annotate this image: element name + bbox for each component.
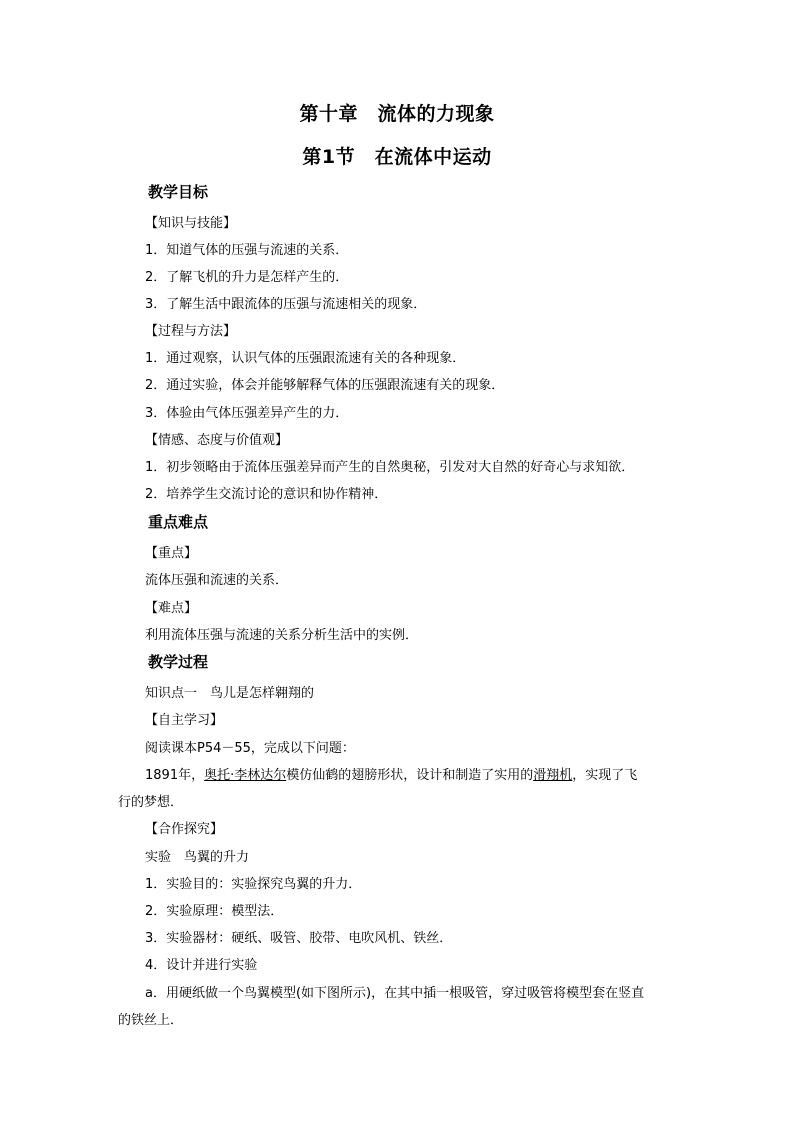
knowledge-item-3: 3．了解生活中跟流体的压强与流速相关的现象． [145, 297, 427, 312]
emotion-item-1: 1．初步领略由于流体压强差异而产生的自然奥秘，引发对大自然的好奇心与求知欲． [145, 460, 635, 475]
history-middle: 模仿仙鹤的翅膀形状，设计和制造了实用的 [286, 768, 534, 783]
step-1: 1．实验目的：实验探究鸟翼的升力． [145, 877, 362, 892]
chapter-title: 第十章 流体的力现象 [299, 103, 495, 125]
goals-heading: 教学目标 [148, 183, 209, 201]
process-item-1: 1．通过观察，认识气体的压强跟流速有关的各种现象． [145, 351, 466, 366]
process-item-2: 2．通过实验，体会并能够解释气体的压强跟流速有关的现象． [145, 378, 505, 393]
knowledge-point-1: 知识点一 鸟儿是怎样翱翔的 [145, 686, 315, 701]
process-item-3: 3．体验由气体压强差异产生的力． [145, 406, 349, 421]
section-title: 第1节 在流体中运动 [302, 146, 492, 168]
history-line-cont: 行的梦想． [118, 795, 184, 810]
process-label: 【过程与方法】 [145, 324, 237, 339]
difficulty-text: 利用流体压强与流速的关系分析生活中的实例． [145, 628, 419, 643]
history-line [145, 764, 637, 783]
step-a: a．用硬纸做一个鸟翼模型(如下图所示)，在其中插一根吸管，穿过吸管将模型套在竖直 [145, 986, 645, 1001]
read-instruction: 阅读课本P54－55，完成以下问题： [145, 741, 355, 756]
step-2: 2．实验原理：模型法． [145, 904, 284, 919]
process-heading: 教学过程 [148, 653, 209, 671]
emotion-item-2: 2．培养学生交流讨论的意识和协作精神． [145, 487, 388, 502]
history-object: 滑翔机 [533, 768, 573, 783]
history-suffix: ，实现了飞 [572, 768, 638, 783]
step-a-cont: 的铁丝上． [118, 1013, 184, 1028]
emotion-label: 【情感、态度与价值观】 [145, 433, 289, 448]
key-label: 【重点】 [145, 546, 198, 561]
step-3: 3．实验器材：硬纸、吸管、胶带、电吹风机、铁丝． [145, 931, 453, 946]
knowledge-item-2: 2．了解飞机的升力是怎样产生的． [145, 270, 349, 285]
coop-label: 【合作探究】 [145, 822, 224, 837]
history-prefix: 1891年， [145, 768, 205, 783]
knowledge-item-1: 1．知道气体的压强与流速的关系． [145, 243, 349, 258]
history-person: 奥托·李林达尔 [204, 768, 287, 783]
key-text: 流体压强和流速的关系． [145, 573, 289, 588]
key-points-heading: 重点难点 [148, 513, 209, 531]
knowledge-label: 【知识与技能】 [145, 216, 237, 231]
self-study-label: 【自主学习】 [145, 713, 224, 728]
step-4: 4．设计并进行实验 [145, 958, 258, 973]
difficulty-label: 【难点】 [145, 601, 198, 616]
experiment-title: 实验 鸟翼的升力 [145, 850, 250, 865]
